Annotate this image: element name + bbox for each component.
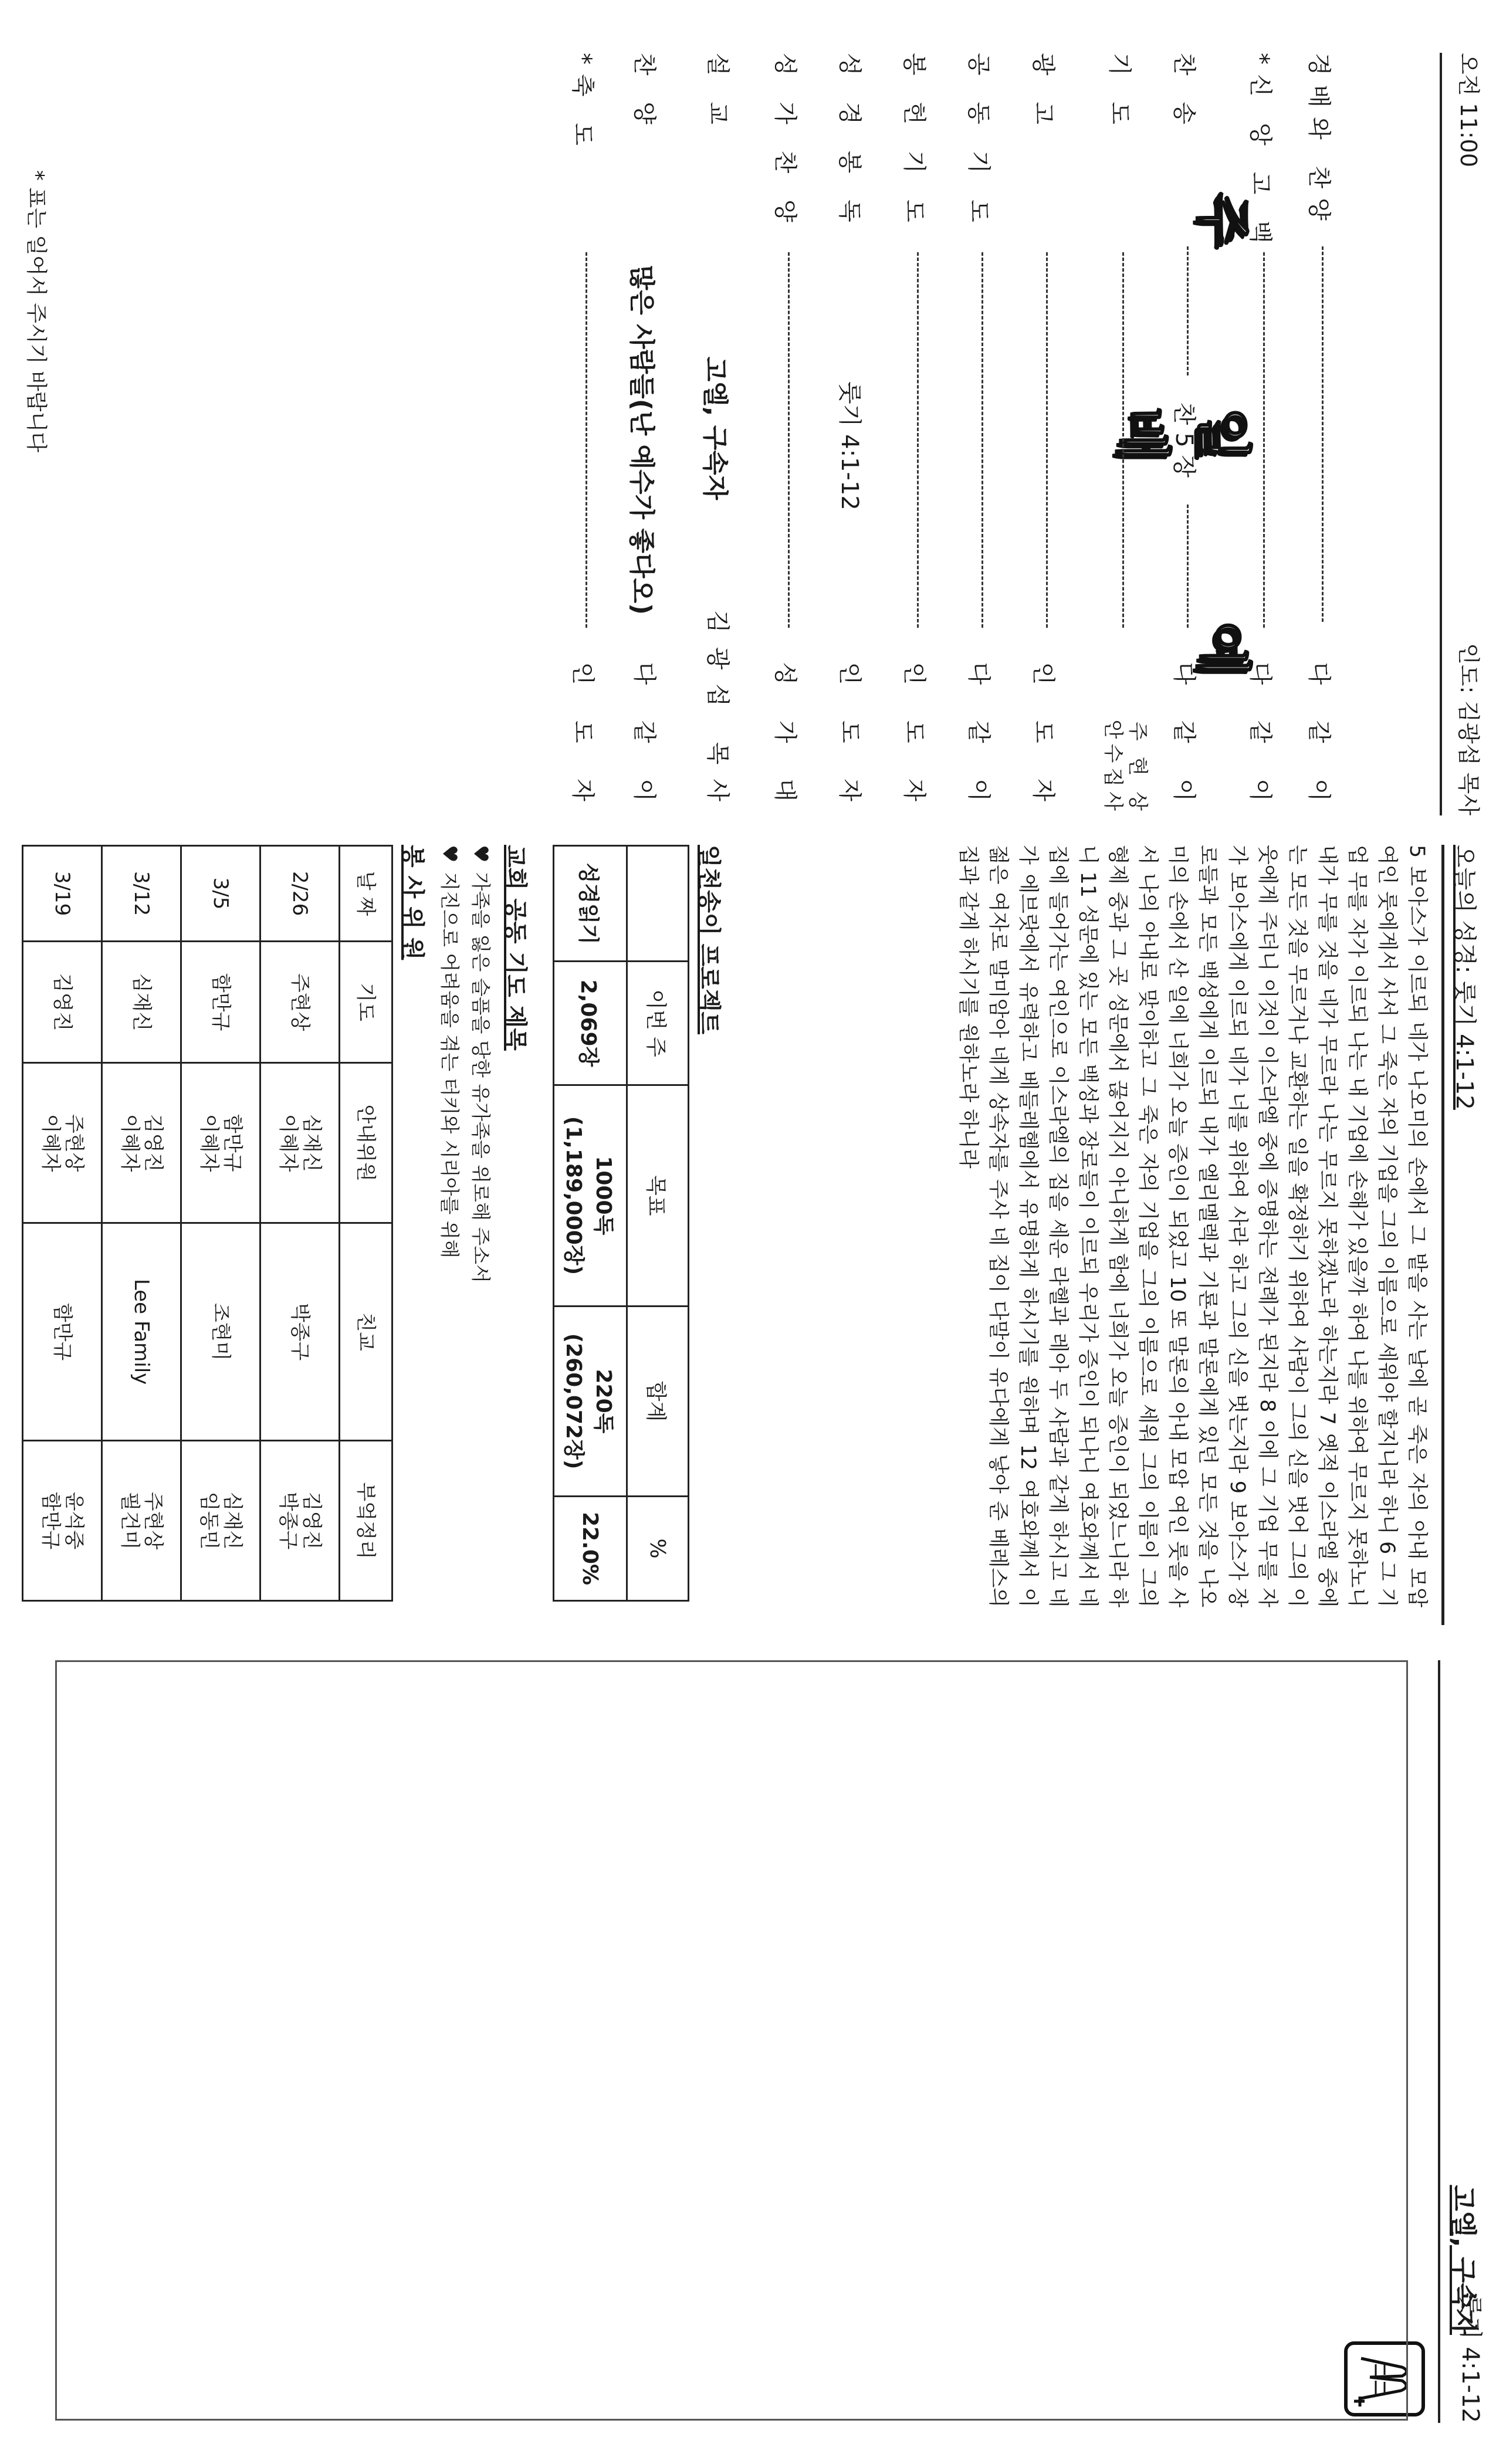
order-item-label: 찬 양 [631,53,658,134]
order-item-person: 인 도 자 [1030,662,1057,815]
leader-dots [1187,246,1189,375]
project-table [553,845,689,1602]
order-item-person: 인 도 자 [901,662,928,815]
order-item [1167,53,1203,815]
order-item [898,53,933,815]
order-item [1244,53,1279,815]
table-cell: 3/19 [23,846,102,942]
table-header-cell: 합계 [627,1306,689,1496]
table-row [181,846,260,1601]
order-item-label: *신 앙 고 백 [1247,53,1274,253]
order-item [1101,53,1149,815]
prayer-text: 가족을 잃은 슬픔을 당한 유가족을 위로해 주소서 [469,872,492,1283]
table-cell: 윤석중 함만규 [23,1441,102,1601]
divider [1438,1660,1440,2423]
table-cell: 심재신 [102,942,181,1063]
table-cell: 주현상 이혜자 [23,1063,102,1223]
order-item-person: 성 가 대 [771,662,798,815]
table-row [554,846,627,1601]
order-item-person: 인 도 자 [569,662,596,815]
table-cell: 박종구 [260,1223,340,1441]
notes-area[interactable] [55,1660,1408,2421]
order-item-person: 다 같 이 [965,662,992,815]
order-item [566,53,601,815]
order-item-label: 광 고 [1030,53,1057,134]
table-row [260,846,340,1601]
leader-dots [1046,252,1048,628]
order-of-worship [0,53,1496,815]
table-cell: 22.0% [554,1497,627,1601]
leader-dots [917,252,919,628]
service-heading: 봉 사 위 원 [399,845,426,960]
table-cell: 3/5 [181,846,260,942]
order-item-person: 다 같 이 [1247,662,1274,815]
order-item-label: 성 가 찬 양 [771,53,798,232]
table-header-cell: 안내위원 [340,1063,392,1223]
order-item-detail: 고엘, 구속자 [700,356,730,500]
order-item-person: 다 같 이 [1170,662,1197,815]
order-item [1302,53,1338,815]
order-item [962,53,997,815]
order-item-label: 기 도 [1106,53,1133,134]
table-cell: 1000독 (1,189,000장) [554,1085,627,1306]
order-item-person: 인 도 자 [836,662,863,815]
order-item-person: 김광섭 목사 [704,610,731,815]
order-item-detail: 룻기 4:1-12 [836,381,863,510]
order-item-person: 주 현 상 안수집사 [1101,719,1149,815]
page-title: 주 일 예 배 [1109,192,1256,747]
divider [1440,53,1442,815]
divider [1441,845,1444,1625]
table-cell: 주현상 필건미 [102,1441,181,1601]
prayer-item [437,845,465,1258]
order-item [628,53,663,815]
order-item-label: 봉 헌 기 도 [901,53,928,232]
table-header-cell: 친교 [340,1223,392,1441]
sermon-reference: 룻기 4:1-12 [1457,2294,1484,2423]
table-header-cell: 이번 주 [627,962,689,1085]
order-item-label: 찬 송 [1170,53,1197,134]
order-item [701,53,736,815]
order-item-person: 다 같 이 [1305,662,1332,815]
reading-heading: 오늘의 성경: 룻기 4:1-12 [1451,845,1478,1110]
service-time: 오전 11:00 [1456,53,1481,168]
table-cell: 심재신 임동민 [181,1441,260,1601]
table-header-cell: 부엌정리 [340,1441,392,1601]
order-item-label: 설 교 [704,53,731,134]
order-item-label: 경배와 찬양 [1305,53,1332,230]
table-cell: 함만규 이혜자 [181,1063,260,1223]
table-cell: 심재신 이혜자 [260,1063,340,1223]
prayer-text: 지진으로 어려움을 겪는 터키와 시리아를 위해 [438,872,461,1258]
sermon-title: 고엘, 구속자 [1447,2185,1479,2335]
table-cell: 성경읽기 [554,846,627,962]
prayer-item [468,845,496,1283]
leader-dots [1122,252,1124,628]
table-cell: 김영진 [23,942,102,1063]
leader-dots [981,252,983,628]
table-cell: 2,069장 [554,962,627,1085]
table-header-cell: 날 짜 [340,846,392,942]
service-table [22,845,393,1602]
table-cell: Lee Family [102,1223,181,1441]
project-heading: 일천송이 프로젝트 [695,845,722,1035]
table-cell: 김영진 이혜자 [102,1063,181,1223]
table-cell: 220독 (260,072장) [554,1306,627,1496]
footnote: * 표는 일어서 주시기 바랍니다 [24,170,48,453]
heart-icon: ♥ [469,845,492,863]
sermon-notes [0,1660,1496,2423]
table-cell: 함만규 [181,942,260,1063]
table-cell: 주현상 [260,942,340,1063]
scripture-text: 5 보아스가 이르되 네가 나오미의 손에서 그 밭을 사는 날에 곧 죽은 자의 아내 모압 여인 룻에게서 사서 그 죽은 자의 기업을 그의 이름으로 세워야 할지니라 하니 6 그 기업 무를 자가 이르되 나는 내 기업에 손해가 있을까 하여 나를 위하여 무르지 못하노니 내가 무를 것을 네가 무르라 나는 무르지 못하겠노라 하는지라 7 옛적 이스라엘 중에는 모든 것을 무르거나 교환하는 일을 확정하기 위하여 사람이 그의 신을 벗어 그의 이웃에게 주더니 이것이 이스라엘 중에 증명하는 전례가 된지라 8 이에 그 기업 무를 자가 보아스에게 이르되 네가 너를 위하여 사라 하고 그의 신을 벗는지라 9 보아스가 장로들과 모든 백성에게 이르되 내가 엘리멜렉과 기룐과 말론에게 있던 모든 것을 나오미의 손에서 산 일에 너희가 오늘 증인이 되었고 10 또 말론의 아내 모압 여인 룻을 사서 나의 아내로 맞이하고 그 죽은 자의 기업을 그의 이름으로 세워 그의 이름이 그의 형제 중과 그 곳 성문에서 끊어지지 아니하게 함에 너희가 오늘 증인이 되었느니라 하니 11 성문에 있는 모든 백성과 장로들이 이르되 우리가 증인이 되나니 여호와께서 네 집에 들어가는 여인으로 이스라엘의 집을 세운 라헬과 레아 두 사람과 같게 하시고 네가 에브랏에서 유력하고 베들레헴에서 유명하게 하시기를 원하며 12 여호와께서 이 젊은 여자로 말미암아 네게 상속자를 주사 네 집이 다말이 유다에게 낳아 준 베레스의 집과 같게 하시기를 원하노라 하니라 [956,845,1429,1607]
order-item [833,53,868,815]
service-leader: 인도: 김광섭 목사 [1456,643,1481,815]
table-header-row [627,846,689,1601]
table-header-cell: % [627,1497,689,1601]
prayer-heading: 교회 공동 기도 제목 [502,845,529,1051]
leader-dots [788,252,790,628]
table-cell: 김영진 박종구 [260,1441,340,1601]
leader-dots [1187,505,1189,628]
order-item-detail: 찬 5 장 [1170,402,1197,478]
order-item-person: 다 같 이 [631,662,658,815]
order-item [769,53,804,815]
order-item-detail: 많은 사람들(난 예수가 좋다오) [627,265,656,615]
table-header-cell: 기도 [340,942,392,1063]
info-column [0,845,1496,1607]
order-item [1027,53,1062,815]
order-item-label: 성 경 봉 독 [836,53,863,232]
table-cell: 2/26 [260,846,340,942]
table-cell: 3/12 [102,846,181,942]
leader-dots [1263,252,1265,628]
table-cell: 조현미 [181,1223,260,1441]
table-header-cell: 목표 [627,1085,689,1306]
table-row [102,846,181,1601]
order-item-label: 공 동 기 도 [965,53,992,232]
table-row [23,846,102,1601]
leader-dots [585,252,587,628]
heart-icon: ♥ [438,845,461,863]
order-item-label: *축 도 [569,53,596,155]
table-header-cell [627,846,689,962]
table-header-row [340,846,392,1601]
leader-dots [1322,246,1324,622]
table-cell: 함만규 [23,1223,102,1441]
